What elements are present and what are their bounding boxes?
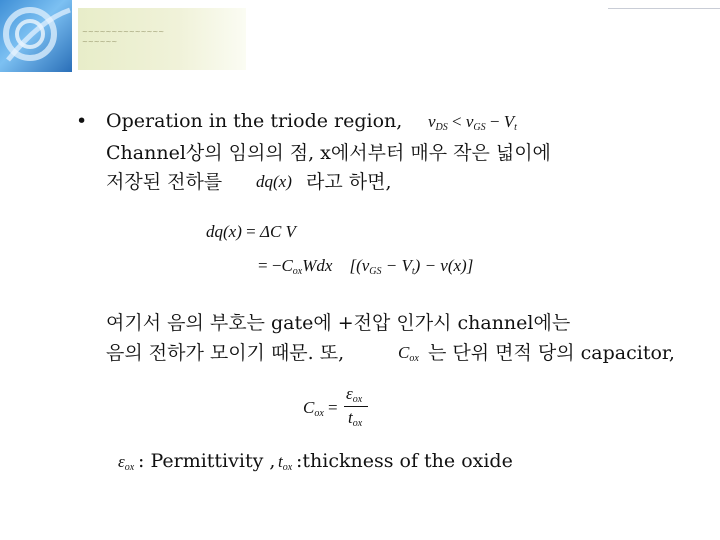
dq-symbol: dq(x)	[256, 172, 292, 191]
banner-text-1: ~~~~~~~~~~~~~~	[82, 28, 165, 36]
charge-equation-1	[206, 222, 296, 242]
tox-t: t	[278, 452, 283, 471]
eq2-tail: ) − v(x)]	[414, 256, 474, 275]
bullet-marker: •	[76, 110, 88, 132]
charge-gather-post: 는 단위 면적 당의 capacitor,	[428, 342, 675, 364]
eq2-bracket: [(v	[349, 256, 370, 275]
cond-v2: v	[465, 112, 474, 131]
charge-gather-pre: 음의 전하가 모이기 때문. 또,	[106, 342, 345, 364]
fraction-numerator	[346, 384, 362, 405]
cond-ds: DS	[435, 122, 448, 133]
thickness-text: :thickness of the oxide	[296, 450, 513, 472]
eq1-lhs: dq(x)	[206, 222, 242, 241]
sign-explanation: 여기서 음의 부호는 gate에 +전압 인가시 channel에는	[106, 312, 571, 334]
eq1-eq: =	[241, 222, 260, 241]
frac-den-t: t	[348, 408, 353, 427]
stored-charge-pre: 저장된 전하를	[106, 171, 223, 193]
cond-t: t	[514, 122, 517, 133]
fraction-bar	[344, 406, 368, 407]
cond-minus: −	[485, 112, 504, 131]
frac-lhs-c: C	[303, 398, 315, 417]
tox-symbol	[278, 452, 292, 473]
tox-ox: ox	[282, 462, 293, 473]
eq2-w: Wdx	[302, 256, 333, 275]
cox-fraction-lhs	[303, 398, 338, 419]
fraction-denominator	[348, 408, 362, 429]
swirl-logo-icon	[0, 0, 72, 72]
header-banner	[78, 8, 246, 70]
eq1-rhs: ΔC V	[259, 222, 296, 241]
eq2-gs: GS	[369, 266, 382, 277]
eq2-t: t	[411, 266, 415, 277]
eq2-ox: ox	[292, 266, 303, 277]
cond-vt: V	[503, 112, 515, 131]
banner-text-2: ~~~~~~	[82, 38, 118, 46]
triode-condition	[428, 112, 517, 133]
course-logo	[0, 0, 72, 72]
eq2-eq: = −	[258, 256, 282, 275]
cox-symbol	[398, 343, 419, 364]
eps-e: ε	[118, 452, 125, 471]
top-divider	[608, 8, 720, 9]
frac-den-ox: ox	[352, 418, 363, 429]
frac-eq: =	[323, 398, 338, 417]
heading-text: Operation in the triode region,	[106, 110, 403, 132]
channel-text: Channel상의 임의의 점, x에서부터 매우 작은 넓이에	[106, 142, 551, 164]
frac-num-eps: ε	[346, 384, 353, 403]
cond-gs: GS	[473, 122, 486, 133]
cox-c: C	[398, 343, 410, 362]
permittivity-text: : Permittivity ,	[138, 450, 276, 472]
cond-v: v	[428, 112, 436, 131]
cox-ox: ox	[409, 353, 419, 364]
frac-lhs-ox: ox	[314, 408, 324, 419]
frac-num-ox: ox	[352, 394, 363, 405]
eq2-c: C	[281, 256, 293, 275]
eq2-minus: − V	[381, 256, 412, 275]
stored-charge-post: 라고 하면,	[306, 171, 392, 193]
charge-equation-2	[258, 256, 473, 277]
cond-lt: <	[447, 112, 466, 131]
epsilon-symbol	[118, 452, 134, 473]
eps-ox: ox	[124, 462, 135, 473]
